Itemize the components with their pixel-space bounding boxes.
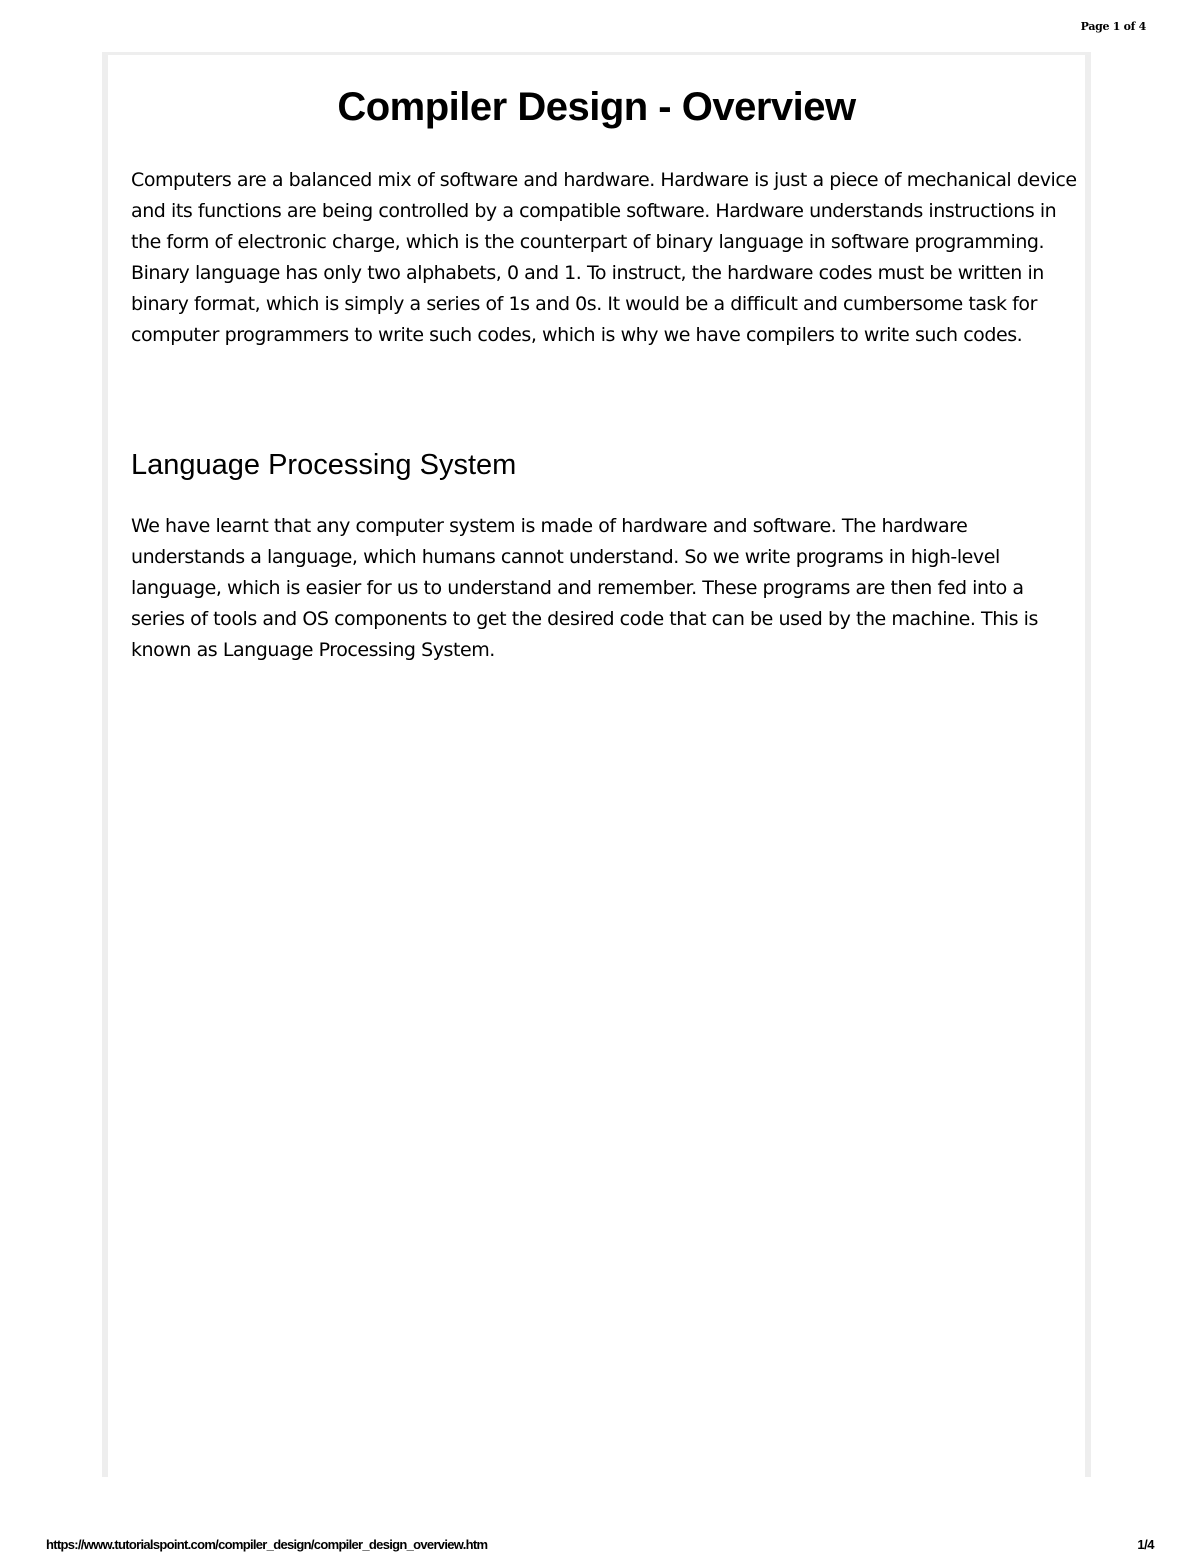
content-panel [102,52,1091,1477]
page-indicator: Page 1 of 4 [1080,20,1146,33]
footer-url: https://www.tutorialspoint.com/compiler_design/compiler_design_overview.htm [46,1537,488,1552]
section-paragraph: We have learnt that any computer system is made of hardware and software. The hardware understands a language, which humans cannot understand. So we write programs in high-level language, which is easier for us to understand and remember. These programs are then fed into a series of tools and OS components to get the desired code that can be used by the machine. This is known as Language Processing System. [131,515,1038,661]
page-title: Compiler Design - Overview [337,85,856,129]
section-heading: Language Processing System [131,449,517,481]
footer-page-number: 1/4 [1137,1537,1154,1552]
intro-paragraph: Computers are a balanced mix of software and hardware. Hardware is just a piece of mechanical device and its functions are being controlled by a compatible software. Hardware understands instructions in the form of electronic charge, which is the counterpart of binary language in software programming. Binary language has only two alphabets, 0 and 1. To instruct, the hardware codes must be written in binary format, which is simply a series of 1s and 0s. It would be a difficult and cumbersome task for computer programmers to write such codes, which is why we have compilers to write such codes. [131,169,1077,346]
